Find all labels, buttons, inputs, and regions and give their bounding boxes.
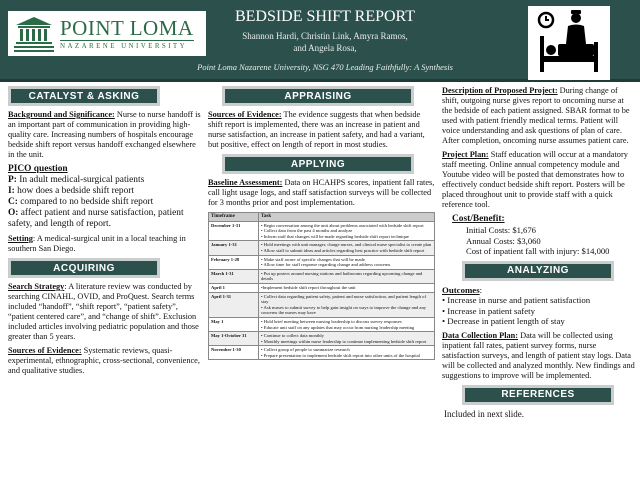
pico-item: C: compared to no bedside shift report: [8, 197, 154, 207]
section-applying: APPLYING: [222, 154, 414, 174]
pico-item: P: In adult medical-surgical patients: [8, 175, 145, 185]
task-cell: • Put up posters around nursing stations and bathrooms regarding upcoming change and details: [259, 269, 435, 283]
description-paragraph: [442, 86, 636, 146]
data-collection-label: Data Collection Plan:: [442, 330, 519, 340]
logo-title: POINT LOMA: [60, 15, 194, 40]
sources-label: Sources of Evidence:: [208, 110, 282, 119]
task-cell: • Collect data regarding patient safety, patient and nurse satisfaction, and patient length of stay • Ask nurses to submit survey to help gain insight on ways to improve the change and any concerns the nurses may have: [259, 292, 435, 317]
data-collection-paragraph: [442, 331, 636, 381]
background-paragraph: [8, 110, 204, 160]
authors: [220, 30, 430, 54]
search-text: : A literature review was conducted by searching CINAHL, OVID, and ProQuest. Search terms included “handoff”, “shift report”, “patient safety”, “patient centered care”, and “change of shift”. Exclusion included articles involving pediatric population and those greater than 5 years.: [8, 282, 199, 341]
sources-text: Systematic reviews, quasi-experimental, ethnographic, cross-sectional, convenience, and qualitative studies.: [8, 346, 200, 375]
bedside-nurse-icon: [528, 6, 610, 80]
outcome-item: • Decrease in patient length of stay: [442, 316, 565, 326]
setting-paragraph: [8, 234, 204, 254]
poster-header: [0, 0, 640, 82]
timeframe-cell: January 1-31: [209, 241, 259, 255]
cost-line: Annual Costs: $3,060: [466, 235, 541, 246]
timeframe-cell: December 1-31: [209, 221, 259, 241]
table-row: [209, 292, 435, 317]
project-plan-paragraph: [442, 150, 636, 210]
table-row: [209, 269, 435, 283]
building-icon: [14, 15, 54, 53]
left-sources-paragraph: [8, 346, 204, 376]
section-references: REFERENCES: [462, 385, 614, 405]
task-cell: • Continue to collect data monthly • Monthly meetings within nurse leadership to continue implementing bedside shift report: [259, 332, 435, 346]
authors-line: and Angela Rosa,: [293, 43, 357, 53]
cost-title: Cost/Benefit:: [452, 214, 505, 224]
timeline-table: [208, 212, 435, 360]
section-catalyst-asking: CATALYST & ASKING: [8, 86, 160, 106]
section-analyzing: ANALYZING: [462, 261, 614, 281]
pico-item: O: affect patient and nurse satisfaction, patient safety, and length of report.: [8, 208, 184, 229]
task-cell: • Hold brief meeting between nursing leadership to discuss survey responses • Educate unit staff on any updates that may occur from nursing leadership meeting: [259, 317, 435, 331]
pico-section: [8, 164, 204, 230]
cost-benefit: [442, 214, 636, 257]
table-row: [209, 241, 435, 255]
task-cell: • Begin conversation among the unit about problems associated with bedside shift report • Collect data from the past 4 months and analyze • Inform staff that changes will be made regarding bedside shift report technique: [259, 221, 435, 241]
search-strategy-paragraph: [8, 282, 204, 342]
search-label: Search Strategy: [8, 282, 65, 291]
baseline-paragraph: [208, 178, 435, 208]
cost-line: Initial Costs: $1,676: [466, 225, 536, 235]
section-acquiring: ACQUIRING: [8, 258, 160, 278]
description-text: During change of shift, outgoing nurse gives report to oncoming nurse at the bedside of each patient assigned. SBAR format to be used with patient friendly medical terms. Patient will voice understanding and ask questions of plan of care. After completion, oncoming nurse assumes patient care.: [442, 86, 630, 145]
university-logo: [8, 11, 206, 56]
pico-item: I: how does a bedside shift report: [8, 186, 135, 196]
timeframe-cell: April 1: [209, 283, 259, 292]
cost-line: Cost of inpatient fall with injury: $14,000: [466, 246, 610, 256]
timeframe-cell: February 1-28: [209, 255, 259, 269]
table-row: [209, 317, 435, 331]
timeframe-cell: May 1: [209, 317, 259, 331]
timeframe-cell: May 1-October 31: [209, 332, 259, 346]
sources-text: The evidence suggests that when bedside shift report is implemented, there was an increase in patient and nurse satisfaction, an increase in patient safety, and had a variant, but positive, effect on length of report in most studies.: [208, 110, 425, 149]
outcome-item: • Increase in patient safety: [442, 305, 535, 316]
task-cell: • Hold meetings with unit manager, charge nurses, and clinical nurse specialist to create plan • Allow staff to submit ideas and articles regarding best practice with bedside shift report: [259, 241, 435, 255]
timeframe-cell: April 1-31: [209, 292, 259, 317]
middle-column: [208, 86, 435, 360]
column-header: Task: [259, 213, 435, 222]
background-text: Nurse to nurse handoff is an important part of communication in providing high-quality care. Increasing numbers of hospitals encourage bedside shift report versus handoff exchanged elsewhere in the unit.: [8, 110, 201, 159]
setting-label: Setting: [8, 234, 33, 243]
task-cell: • Make staff aware of specific changes that will be made • Allow time for staff response regarding change and address concerns: [259, 255, 435, 269]
sources-label: Sources of Evidence:: [8, 346, 82, 355]
authors-line: Shannon Hardi, Christin Link, Amyra Ramos,: [242, 31, 408, 41]
poster-title: BEDSIDE SHIFT REPORT: [234, 8, 416, 25]
outcome-item: • Increase in nurse and patient satisfaction: [442, 295, 591, 305]
logo-subtitle: NAZARENE UNIVERSITY: [60, 40, 194, 50]
outcomes-title: Outcomes: [442, 284, 480, 295]
task-cell: • Collect group of people to summarize research • Prepare presentation to implement bedside shift report into other units of the hospital: [259, 346, 435, 360]
setting-text: : A medical-surgical unit in a local teaching in southern San Diego.: [8, 234, 186, 253]
data-collection-text: Data will be collected using inpatient fall rates, patient survey forms, nurse satisfaction surveys, and length of patient stay logs. Data will be collected and analyzed monthly. New findings and suggestions to improve will be implemented.: [442, 330, 635, 380]
table-row: [209, 346, 435, 360]
references-text: Included in next slide.: [444, 408, 524, 419]
timeframe-cell: March 1-31: [209, 269, 259, 283]
table-row: [209, 283, 435, 292]
left-column: [8, 86, 204, 376]
right-column: [442, 86, 636, 419]
middle-sources-paragraph: [208, 110, 435, 150]
table-row: [209, 332, 435, 346]
pico-title: PICO question: [8, 164, 68, 174]
description-label: Description of Proposed Project:: [442, 86, 558, 95]
background-label: Background and Significance:: [8, 110, 115, 119]
plan-label: Project Plan:: [442, 150, 489, 159]
baseline-text: Data on HCAHPS scores, inpatient fall rates, call light usage logs, and staff satisfaction surveys will be collected for 3 months prior and post implementation.: [208, 178, 435, 207]
task-cell: •Implement bedside shift report throughout the unit: [259, 283, 435, 292]
timeframe-cell: November 1-30: [209, 346, 259, 360]
outcomes: Outcomes: • Increase in nurse and patient satisfaction • Increase in patient safety • Decrease in patient length of stay: [442, 285, 636, 327]
plan-text: Staff education will occur at a mandatory staff meeting. Online annual competency module and Youtube video will be posted that demonstrates how to effectively conduct bedside shift report. Posters will be placed throughout unit to provide staff with a quick reference tool.: [442, 150, 628, 209]
table-row: [209, 221, 435, 241]
baseline-label: Baseline Assessment:: [208, 178, 283, 187]
table-row: [209, 255, 435, 269]
affiliation: Point Loma Nazarene University, NSG 470 Leading Faithfully: A Synthesis: [197, 62, 453, 72]
section-appraising: APPRAISING: [222, 86, 414, 106]
column-header: Timeframe: [209, 213, 259, 222]
